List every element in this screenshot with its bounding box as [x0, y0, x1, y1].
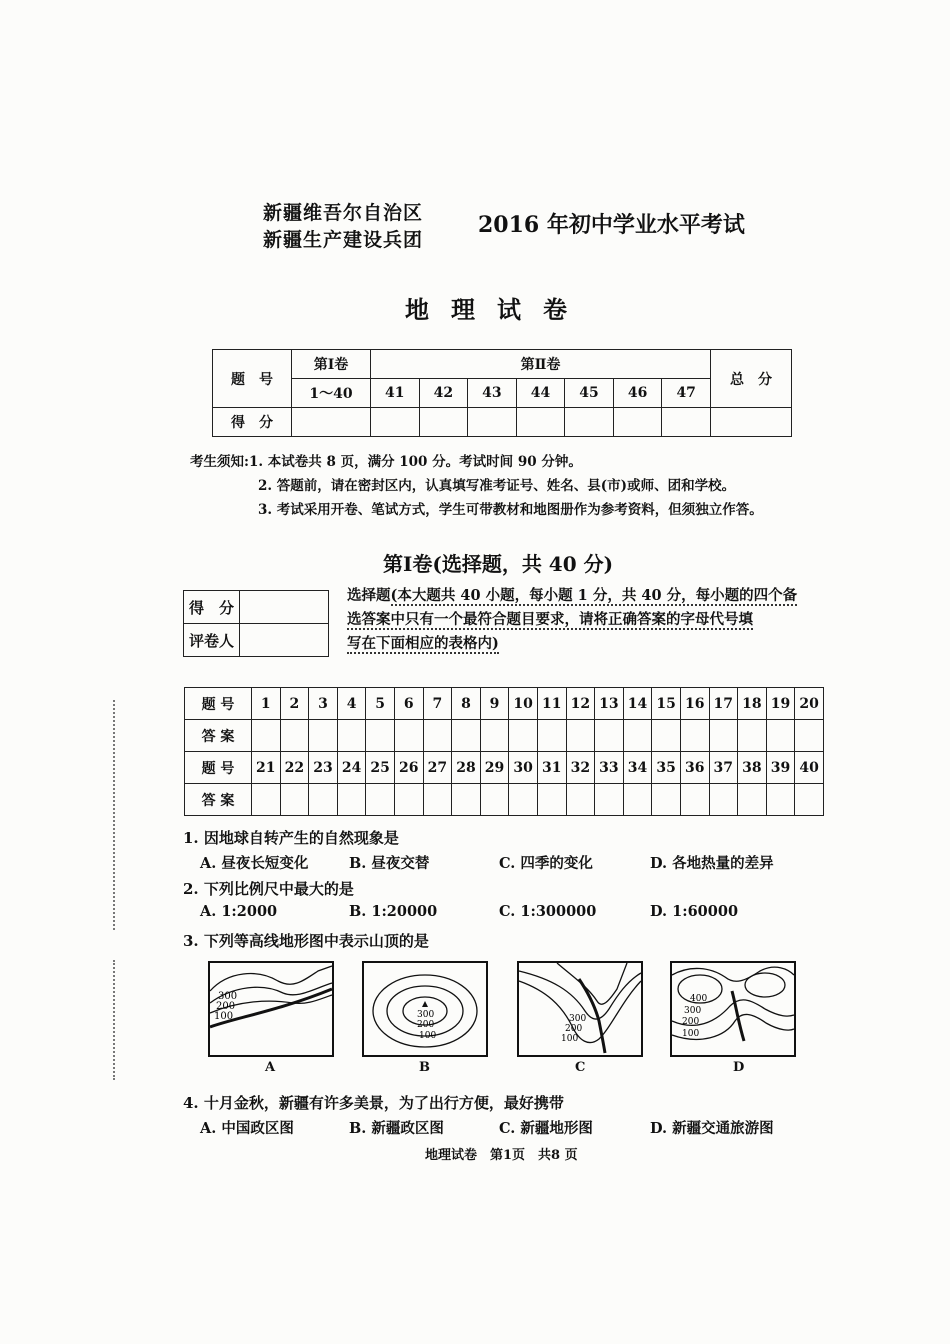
- answer-number: 13: [595, 688, 624, 720]
- section-instructions: [347, 584, 807, 656]
- map-label-a: A: [265, 1060, 276, 1075]
- option-b[interactable]: B. 新疆政区图: [349, 1120, 444, 1137]
- org-line-2: 新疆生产建设兵团: [263, 229, 424, 251]
- instr-text: (本大题共 40 小题，每小题 1 分，共 40 分，每小题的四个备: [390, 587, 798, 604]
- answer-number: 23: [309, 752, 338, 784]
- answer-cell[interactable]: [537, 720, 566, 752]
- notice-item: 1. 本试卷共 8 页，满分 100 分。考试时间 90 分钟。: [248, 454, 582, 470]
- grader-score-cell[interactable]: [240, 591, 329, 624]
- answer-number: 7: [423, 688, 452, 720]
- option-d[interactable]: D. 新疆交通旅游图: [650, 1120, 774, 1137]
- score-table: [212, 349, 792, 437]
- score-tihao: 题 号: [213, 350, 292, 408]
- score-cell[interactable]: [565, 408, 614, 437]
- answer-table: [184, 687, 824, 816]
- answer-number: 19: [766, 688, 795, 720]
- score-num: 41: [371, 379, 420, 408]
- answer-cell[interactable]: [795, 720, 824, 752]
- answer-number: 36: [680, 752, 709, 784]
- answer-cell[interactable]: [394, 720, 423, 752]
- score-num: 43: [468, 379, 517, 408]
- contour-label: 100: [682, 1029, 700, 1039]
- answer-number: 28: [452, 752, 481, 784]
- question-stem: 4. 十月金秋，新疆有许多美景，为了出行方便，最好携带: [183, 1094, 564, 1112]
- contour-label: 200: [682, 1017, 700, 1027]
- answer-number: 12: [566, 688, 595, 720]
- option-c[interactable]: C. 1:300000: [499, 903, 597, 920]
- score-cell[interactable]: [516, 408, 565, 437]
- contour-map-c: [517, 961, 643, 1057]
- score-cell[interactable]: [468, 408, 517, 437]
- answer-cell[interactable]: [595, 784, 624, 816]
- org-line-1: 新疆维吾尔自治区: [263, 202, 424, 224]
- answer-number: 1: [252, 688, 281, 720]
- answer-number: 5: [366, 688, 395, 720]
- answer-cell[interactable]: [738, 784, 767, 816]
- contour-label: 200: [565, 1024, 583, 1034]
- answer-cell[interactable]: [652, 784, 681, 816]
- answer-number: 40: [795, 752, 824, 784]
- answer-number: 21: [252, 752, 281, 784]
- answer-cell[interactable]: [337, 720, 366, 752]
- answer-cell[interactable]: [680, 784, 709, 816]
- answer-cell[interactable]: [366, 720, 395, 752]
- answer-number: 26: [394, 752, 423, 784]
- answer-number: 11: [537, 688, 566, 720]
- answer-cell[interactable]: [394, 784, 423, 816]
- answer-cell[interactable]: [623, 784, 652, 816]
- option-d[interactable]: D. 各地热量的差异: [650, 855, 774, 872]
- answer-number: 14: [623, 688, 652, 720]
- answer-cell[interactable]: [509, 784, 538, 816]
- contour-label: 300: [417, 1010, 435, 1020]
- answer-number: 35: [652, 752, 681, 784]
- binding-line: [113, 960, 115, 1080]
- question-stem: 3. 下列等高线地形图中表示山顶的是: [183, 932, 429, 950]
- answer-cell[interactable]: [709, 784, 738, 816]
- grader-person-cell[interactable]: [240, 624, 329, 657]
- answer-cell[interactable]: [795, 784, 824, 816]
- notice-label: 考生须知:: [190, 454, 249, 470]
- answer-cell[interactable]: [452, 720, 481, 752]
- answer-cell[interactable]: [566, 784, 595, 816]
- contour-label: 200: [417, 1020, 435, 1030]
- contour-label: 100: [214, 1011, 234, 1022]
- map-label-c: C: [575, 1060, 586, 1075]
- answer-number: 24: [337, 752, 366, 784]
- option-d[interactable]: D. 1:60000: [650, 903, 739, 920]
- score-part1: 第Ⅰ卷: [292, 350, 371, 379]
- score-total: 总 分: [711, 350, 792, 408]
- answer-cell[interactable]: [309, 784, 338, 816]
- score-num: 42: [419, 379, 468, 408]
- option-b[interactable]: B. 昼夜交替: [349, 855, 430, 872]
- answer-cell[interactable]: [652, 720, 681, 752]
- answer-cell[interactable]: [537, 784, 566, 816]
- binding-line: [113, 700, 115, 930]
- option-a[interactable]: A. 1:2000: [200, 903, 278, 920]
- answer-daan: 答 案: [185, 720, 252, 752]
- score-cell[interactable]: [371, 408, 420, 437]
- answer-cell[interactable]: [252, 784, 281, 816]
- answer-tihao: 题 号: [185, 752, 252, 784]
- instr-text: 写在下面相应的表格内): [347, 635, 499, 652]
- question-stem: 2. 下列比例尺中最大的是: [183, 880, 354, 898]
- question-stem: 1. 因地球自转产生的自然现象是: [183, 829, 399, 847]
- answer-cell[interactable]: [738, 720, 767, 752]
- grader-person-label: 评卷人: [184, 624, 240, 657]
- map-label-d: D: [733, 1060, 745, 1075]
- answer-cell[interactable]: [595, 720, 624, 752]
- score-num: 44: [516, 379, 565, 408]
- score-num: 45: [565, 379, 614, 408]
- answer-cell[interactable]: [280, 784, 309, 816]
- contour-map-b: [362, 961, 488, 1057]
- answer-cell[interactable]: [766, 720, 795, 752]
- notice-item: 3. 考试采用开卷、笔试方式，学生可带教材和地图册作为参考资料，但须独立作答。: [258, 502, 763, 518]
- answer-number: 6: [394, 688, 423, 720]
- answer-cell[interactable]: [423, 784, 452, 816]
- score-num: 46: [613, 379, 662, 408]
- answer-cell[interactable]: [423, 720, 452, 752]
- option-c[interactable]: C. 四季的变化: [499, 855, 593, 872]
- answer-number: 38: [738, 752, 767, 784]
- contour-label: 300: [569, 1014, 587, 1024]
- answer-cell[interactable]: [366, 784, 395, 816]
- answer-cell[interactable]: [480, 720, 509, 752]
- answer-cell[interactable]: [566, 720, 595, 752]
- page-footer: 地理试卷 第1页 共8 页: [425, 1148, 578, 1163]
- answer-daan: 答 案: [185, 784, 252, 816]
- answer-cell[interactable]: [680, 720, 709, 752]
- instr-text: 选答案中只有一个最符合题目要求，请将正确答案的字母代号填: [347, 611, 753, 628]
- contour-label: 100: [561, 1034, 579, 1044]
- answer-cell[interactable]: [337, 784, 366, 816]
- answer-cell[interactable]: [480, 784, 509, 816]
- score-range: 1～40: [292, 379, 371, 408]
- option-a[interactable]: A. 昼夜长短变化: [200, 855, 309, 872]
- option-b[interactable]: B. 1:20000: [349, 903, 438, 920]
- answer-cell[interactable]: [280, 720, 309, 752]
- answer-number: 34: [623, 752, 652, 784]
- answer-number: 25: [366, 752, 395, 784]
- answer-cell[interactable]: [709, 720, 738, 752]
- answer-number: 32: [566, 752, 595, 784]
- notice: [190, 450, 763, 522]
- subject-title: 地理试卷: [405, 295, 589, 324]
- answer-cell[interactable]: [623, 720, 652, 752]
- answer-number: 33: [595, 752, 624, 784]
- answer-tihao: 题 号: [185, 688, 252, 720]
- contour-map-d: [670, 961, 796, 1057]
- answer-number: 37: [709, 752, 738, 784]
- score-cell[interactable]: [662, 408, 711, 437]
- option-c[interactable]: C. 新疆地形图: [499, 1120, 593, 1137]
- answer-cell[interactable]: [309, 720, 338, 752]
- option-a[interactable]: A. 中国政区图: [200, 1120, 294, 1137]
- grader-score-label: 得 分: [184, 591, 240, 624]
- score-cell[interactable]: [613, 408, 662, 437]
- answer-number: 2: [280, 688, 309, 720]
- notice-item: 2. 答题前，请在密封区内，认真填写准考证号、姓名、县(市)或师、团和学校。: [258, 478, 736, 494]
- contour-label: 300: [684, 1006, 702, 1016]
- score-defen: 得 分: [213, 408, 292, 437]
- answer-number: 9: [480, 688, 509, 720]
- contour-label: 200: [216, 1001, 236, 1012]
- instr-bold: 选择题: [347, 587, 391, 604]
- answer-number: 20: [795, 688, 824, 720]
- answer-number: 4: [337, 688, 366, 720]
- score-cell[interactable]: [711, 408, 792, 437]
- answer-number: 30: [509, 752, 538, 784]
- score-num: 47: [662, 379, 711, 408]
- contour-label: 300: [218, 991, 238, 1002]
- score-cell[interactable]: [419, 408, 468, 437]
- answer-number: 39: [766, 752, 795, 784]
- answer-number: 31: [537, 752, 566, 784]
- answer-cell[interactable]: [452, 784, 481, 816]
- exam-title: 2016 年初中学业水平考试: [478, 212, 745, 238]
- contour-map-a: [208, 961, 334, 1057]
- contour-label: 100: [419, 1031, 437, 1041]
- answer-cell[interactable]: [766, 784, 795, 816]
- score-cell[interactable]: [292, 408, 371, 437]
- contour-label: 400: [690, 994, 708, 1004]
- answer-cell[interactable]: [509, 720, 538, 752]
- answer-number: 18: [738, 688, 767, 720]
- map-label-b: B: [419, 1060, 430, 1075]
- answer-number: 29: [480, 752, 509, 784]
- grader-table: [183, 590, 329, 657]
- answer-number: 27: [423, 752, 452, 784]
- answer-cell[interactable]: [252, 720, 281, 752]
- answer-number: 15: [652, 688, 681, 720]
- answer-number: 16: [680, 688, 709, 720]
- answer-number: 17: [709, 688, 738, 720]
- answer-number: 3: [309, 688, 338, 720]
- answer-number: 22: [280, 752, 309, 784]
- section-title: 第Ⅰ卷(选择题，共 40 分): [383, 552, 614, 576]
- answer-number: 8: [452, 688, 481, 720]
- answer-number: 10: [509, 688, 538, 720]
- score-part2: 第Ⅱ卷: [371, 350, 711, 379]
